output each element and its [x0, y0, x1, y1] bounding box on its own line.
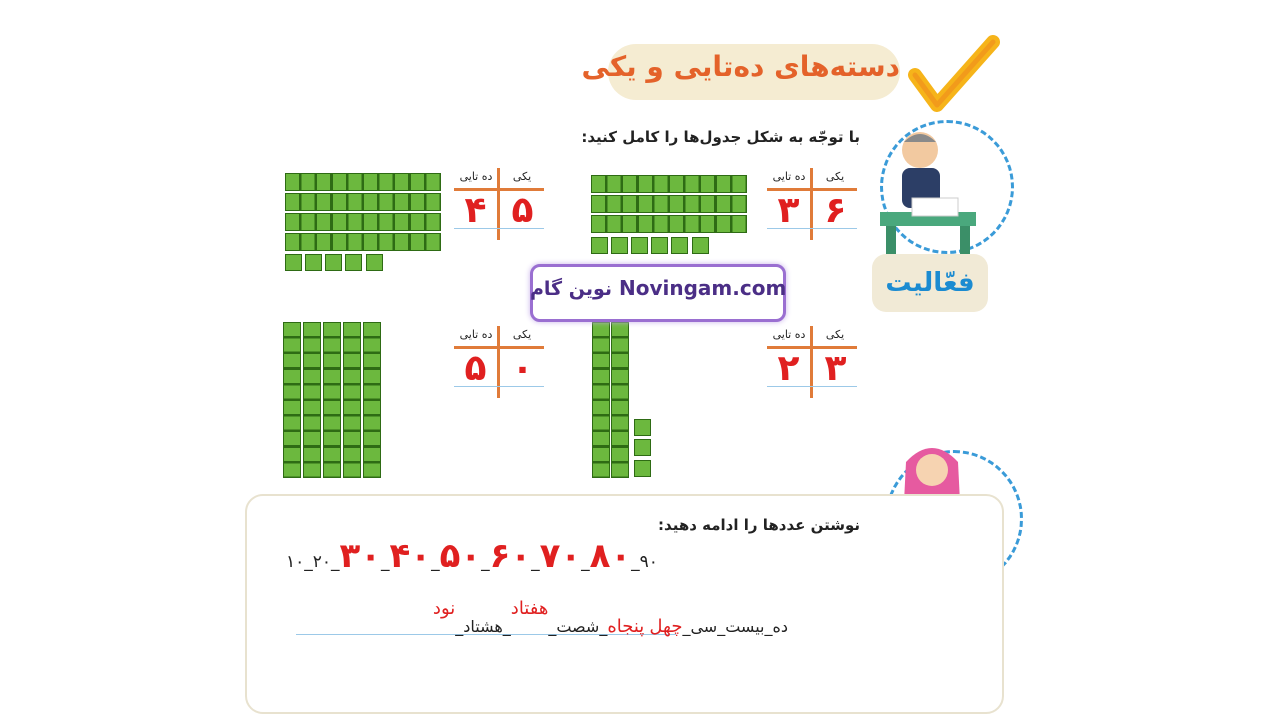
seq-word-answer: پنجاه	[607, 616, 645, 637]
ones-digit: ۳	[824, 348, 847, 389]
ten-rod	[303, 322, 321, 478]
seq-word: بیست	[725, 617, 765, 636]
unit-cube	[366, 254, 383, 271]
place-value-table	[767, 168, 857, 252]
unit-cube	[611, 237, 628, 254]
header-tens: ده تایی	[459, 328, 493, 341]
seq-word: شصت	[556, 617, 600, 636]
seq-word-answer: چهل	[649, 616, 683, 637]
number-sequence: ۱۰_۲۰_۳۰_۴۰_۵۰_۶۰_۷۰_۸۰_۹۰	[286, 536, 658, 576]
place-value-table	[767, 326, 857, 410]
seq-word: ده	[772, 617, 788, 636]
seq-number: ۲۰	[312, 552, 332, 572]
seq-number: ۱۰	[286, 552, 305, 572]
tens-digit: ۵	[464, 348, 487, 389]
student-illustration	[872, 120, 982, 260]
activity-label: فعّالیت	[885, 268, 975, 298]
unit-cube	[671, 237, 688, 254]
seq-number: ۹۰	[639, 552, 658, 572]
unit-cube	[631, 237, 648, 254]
seq-word-answer: نود	[432, 598, 456, 619]
unit-cube	[285, 254, 302, 271]
seq-word: سی	[690, 617, 718, 636]
ten-rod	[343, 322, 361, 478]
header-ones: یکی	[512, 170, 532, 183]
ten-rod	[591, 215, 747, 233]
tens-digit: ۴	[464, 190, 487, 231]
seq-answer: ۷۰	[539, 536, 582, 576]
seq-answer: ۴۰	[389, 536, 432, 576]
seq-word-answer: هفتاد	[510, 598, 549, 619]
watermark-text	[530, 276, 786, 300]
ones-digit: ۶	[824, 190, 847, 231]
ten-rod	[285, 193, 441, 211]
activity-label-box	[872, 254, 988, 312]
place-value-table	[454, 326, 544, 410]
watermark-brand: Novingam.com	[618, 276, 787, 300]
unit-cube	[305, 254, 322, 271]
unit-cube	[591, 237, 608, 254]
tens-digit: ۳	[777, 190, 800, 231]
ten-rod	[363, 322, 381, 478]
place-value-table	[454, 168, 544, 252]
classwork-instruction: نوشتن عددها را ادامه دهید:	[658, 516, 860, 534]
ten-rod	[285, 233, 441, 251]
ten-rod	[285, 213, 441, 231]
ones-digit: ۵	[511, 190, 534, 231]
ten-rod	[285, 173, 441, 191]
unit-cube	[651, 237, 668, 254]
word-sequence: ده_بیست_سی_چهل پنجاه_شصت_هفتاد_هشتاد_نود	[432, 598, 788, 637]
tens-digit: ۲	[777, 348, 800, 389]
header-tens: ده تایی	[772, 328, 806, 341]
unit-cube	[634, 439, 651, 456]
header-tens: ده تایی	[772, 170, 806, 183]
header-ones: یکی	[512, 328, 532, 341]
unit-cube	[634, 419, 651, 436]
seq-word: هشتاد	[463, 617, 503, 636]
ten-rod	[611, 322, 629, 478]
ten-rod	[591, 195, 747, 213]
unit-cube	[345, 254, 362, 271]
checkmark-icon	[905, 30, 1000, 120]
seq-answer: ۵۰	[439, 536, 482, 576]
header-tens: ده تایی	[459, 170, 493, 183]
ones-digit: ۰	[511, 348, 534, 389]
seq-answer: ۸۰	[589, 536, 632, 576]
unit-cube	[634, 460, 651, 477]
ten-rod	[323, 322, 341, 478]
header-ones: یکی	[825, 328, 845, 341]
ten-rod	[592, 322, 610, 478]
header-ones: یکی	[825, 170, 845, 183]
unit-cube	[692, 237, 709, 254]
seq-answer: ۶۰	[489, 536, 532, 576]
ten-rod	[283, 322, 301, 478]
activity-instruction: با توجّه به شکل جدول‌ها را کامل کنید:	[581, 128, 860, 146]
ten-rod	[591, 175, 747, 193]
watermark-persian: نوین گام	[530, 278, 613, 300]
unit-cube	[325, 254, 342, 271]
page-title: دسته‌های ده‌تایی و یکی	[581, 50, 900, 83]
seq-answer: ۳۰	[339, 536, 382, 576]
